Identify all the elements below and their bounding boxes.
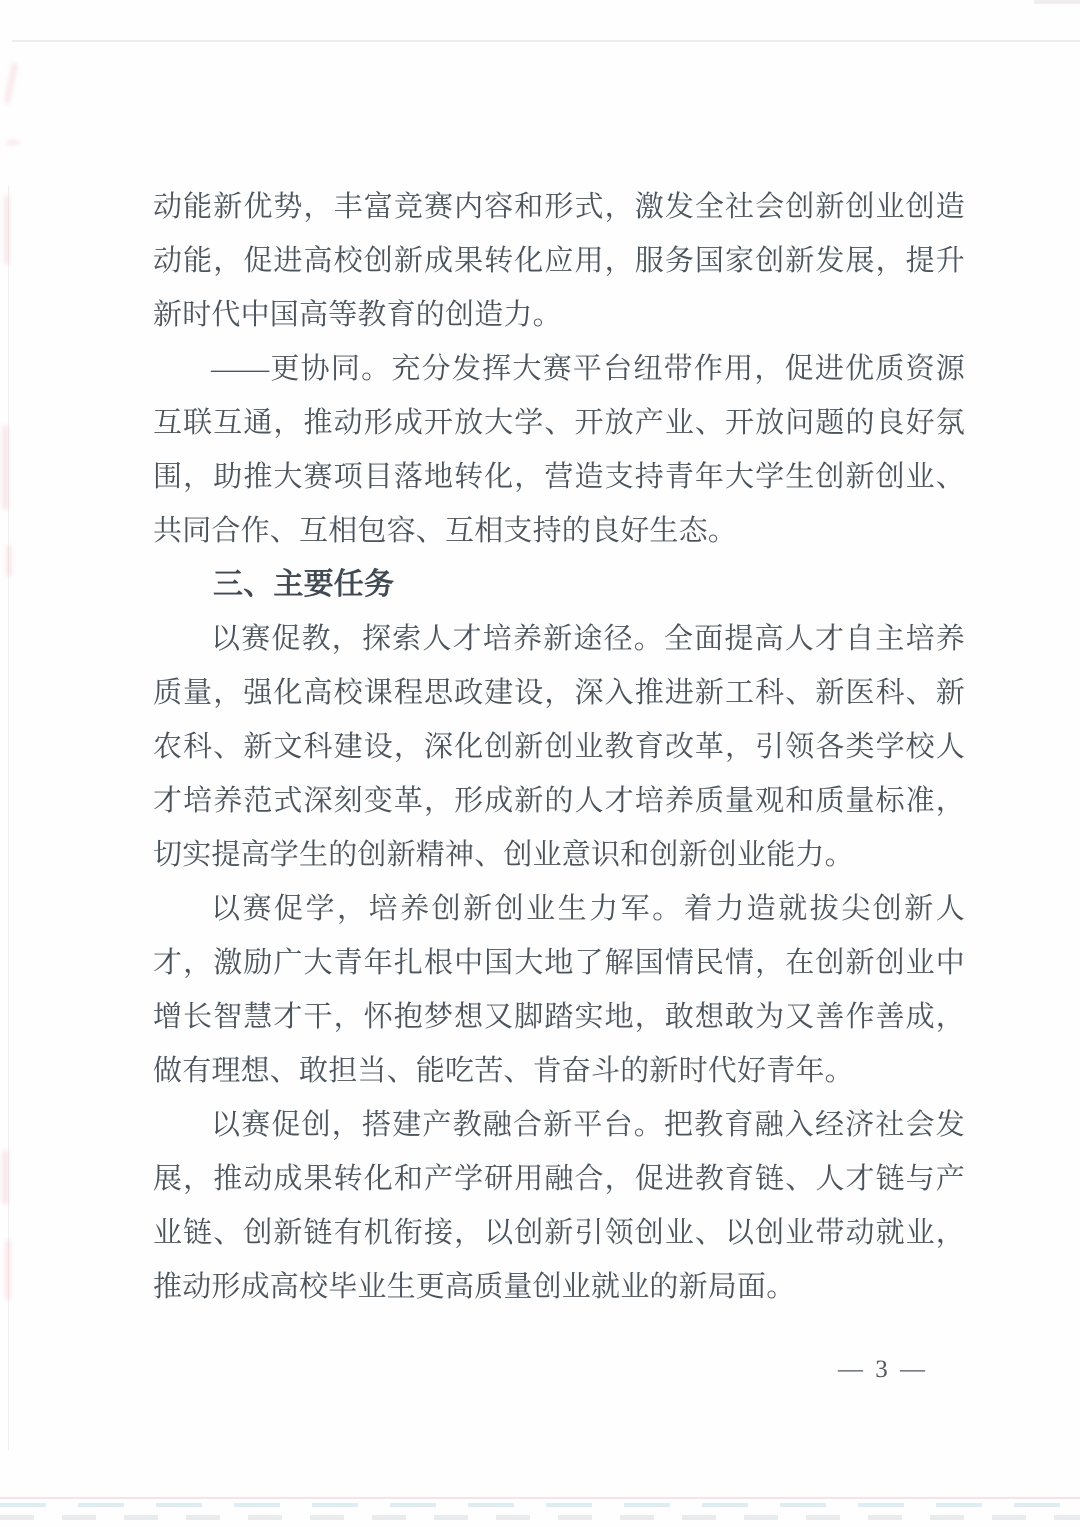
scan-bleedthrough-band bbox=[0, 1495, 1080, 1527]
page-number: — 3 — bbox=[838, 1356, 928, 1383]
section-heading: 三、主要任务 bbox=[213, 568, 395, 601]
scan-pink-smudge bbox=[2, 1150, 9, 1205]
scan-pink-smudge bbox=[6, 140, 20, 145]
scan-pink-smudge bbox=[4, 62, 19, 104]
scan-hairline-top bbox=[12, 40, 1080, 42]
document-text-block bbox=[153, 180, 965, 1314]
scan-pink-smudge bbox=[6, 545, 12, 577]
scan-pink-smudge bbox=[5, 1240, 11, 1300]
scan-pink-line bbox=[0, 1497, 1080, 1499]
body-paragraph-continuation: 动能新优势，丰富竞赛内容和形式，激发全社会创新创业创造动能，促进高校创新成果转化应用，服务国家创新发展，提升新时代中国高等教育的创造力。 bbox=[153, 191, 965, 331]
body-paragraph: ——更协同。充分发挥大赛平台纽带作用，促进优质资源互联互通，推动形成开放大学、开放产业、开放问题的良好氛围，助推大赛项目落地转化，营造支持青年大学生创新创业、共同合作、互相包容、互相支持的良好生态。 bbox=[153, 353, 965, 547]
body-paragraph: 以赛促创，搭建产教融合新平台。把教育融入经济社会发展，推动成果转化和产学研用融合，促进教育链、人才链与产业链、创新链有机衔接，以创新引领创业、以创业带动就业，推动形成高校毕业生更高质量创业就业的新局面。 bbox=[153, 1109, 965, 1303]
scan-gray-dashes bbox=[0, 1515, 1080, 1520]
scan-pink-smudge bbox=[4, 195, 10, 265]
scan-pink-smudge bbox=[2, 425, 9, 510]
scan-blue-dashes bbox=[0, 1503, 1080, 1507]
scan-corner-mark bbox=[1034, 0, 1080, 4]
body-paragraph: 以赛促学，培养创新创业生力军。着力造就拔尖创新人才，激励广大青年扎根中国大地了解国情民情，在创新创业中增长智慧才干，怀抱梦想又脚踏实地，敢想敢为又善作善成，做有理想、敢担当、能吃苦、肯奋斗的新时代好青年。 bbox=[153, 893, 965, 1087]
body-paragraph: 以赛促教，探索人才培养新途径。全面提高人才自主培养质量，强化高校课程思政建设，深入推进新工科、新医科、新农科、新文科建设，深化创新创业教育改革，引领各类学校人才培养范式深刻变革，形成新的人才培养质量观和质量标准，切实提高学生的创新精神、创业意识和创新创业能力。 bbox=[153, 623, 965, 871]
